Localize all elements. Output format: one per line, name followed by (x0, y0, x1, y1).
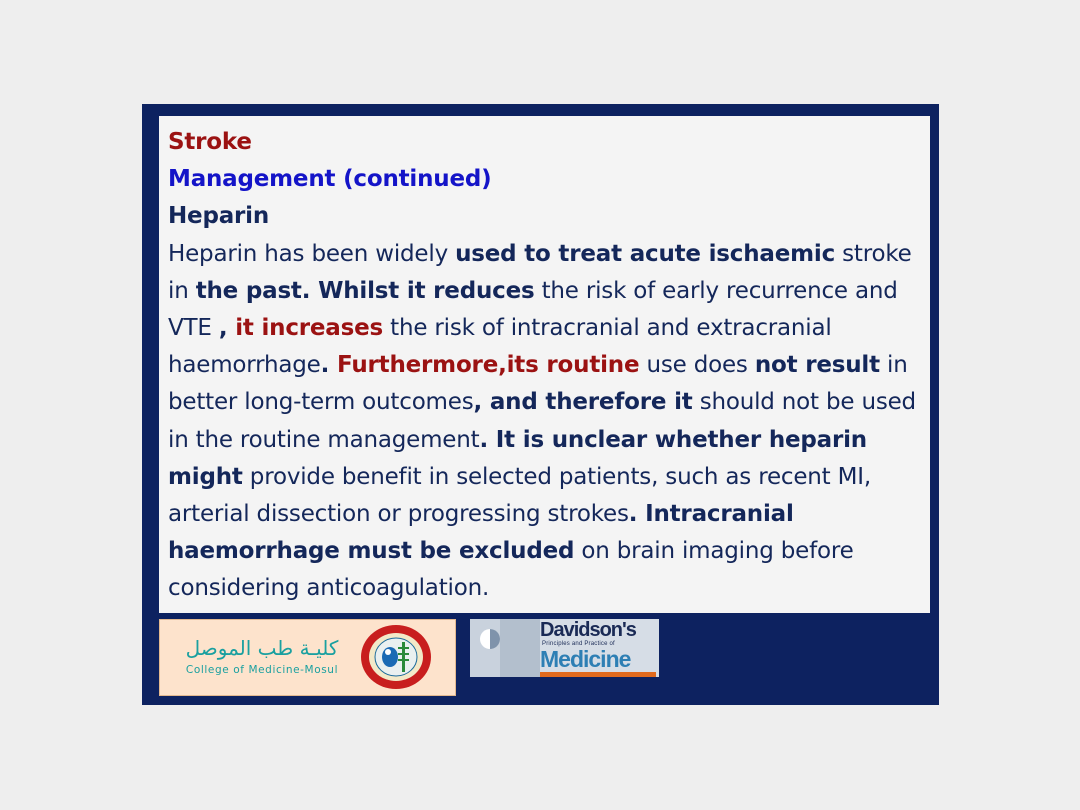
paragraph-run: the risk of early recurrence and VTE (168, 277, 898, 342)
paragraph-run: Heparin has been widely (168, 240, 456, 267)
slide-subtitle: Management (continued) (168, 166, 492, 193)
college-seal-icon (360, 624, 432, 690)
davidsons-subtitle: Principles and Practice of (542, 641, 615, 647)
paragraph-run: stroke in (168, 240, 912, 304)
davidsons-title: Davidson's (540, 619, 636, 641)
paragraph-run: use does (639, 352, 755, 379)
content-panel (159, 116, 930, 613)
paragraph-run: . Intracranial haemorrhage must be excluded (168, 501, 794, 565)
paragraph-run: . It is unclear whether heparin might (168, 426, 867, 490)
paragraph-run: not result (754, 352, 880, 379)
paragraph-run: should not be used in the routine management (168, 389, 916, 453)
section-heading: Heparin (168, 203, 270, 230)
slide-text (168, 124, 928, 608)
slide-title: Stroke (168, 129, 252, 155)
body-paragraph (168, 236, 928, 608)
college-arabic-name: كليـة طب الموصل (185, 636, 339, 660)
davidsons-orange-bar (540, 672, 656, 677)
college-english-name: College of Medicine-Mosul (185, 664, 339, 676)
davidsons-medicine: Medicine (540, 646, 631, 672)
paragraph-run: the past. Whilst it reduces (195, 277, 535, 304)
davidsons-emblem-icon (470, 619, 540, 677)
paragraph-run: the risk of intracranial and extracranial haemorrhage (168, 315, 832, 379)
davidsons-medicine-logo (470, 619, 659, 677)
paragraph-run: it increases (235, 315, 384, 342)
college-of-medicine-mosul-logo (159, 619, 456, 696)
paragraph-run: . (320, 352, 337, 379)
paragraph-run: provide benefit in selected patients, such as recent MI, arterial dissection or progressing strokes (168, 463, 871, 528)
paragraph-run: in better long-term outcomes (168, 352, 908, 416)
paragraph-run: , and therefore it (473, 389, 693, 416)
slide-frame (142, 104, 939, 705)
paragraph-run: , (218, 315, 236, 342)
paragraph-run: used to treat acute ischaemic (455, 240, 836, 267)
paragraph-run: on brain imaging before considering anticoagulation. (168, 538, 854, 602)
paragraph-run: Furthermore,its routine (336, 352, 640, 379)
